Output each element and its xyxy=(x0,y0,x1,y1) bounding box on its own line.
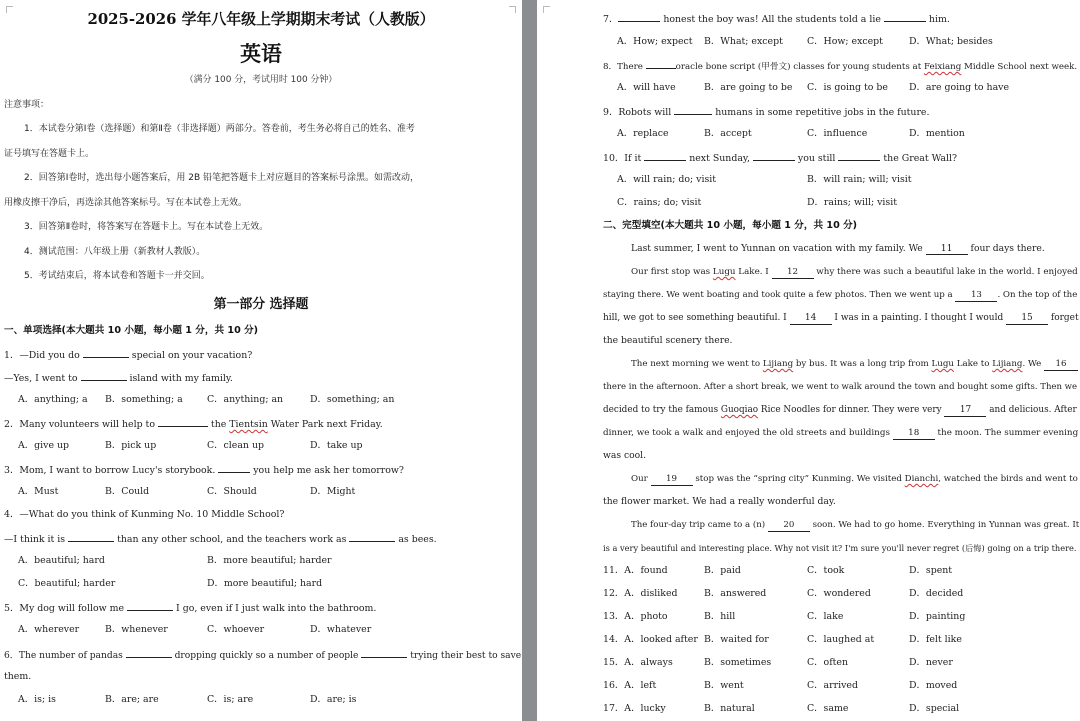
answer-blank xyxy=(126,648,172,658)
q15-option-c: C．often xyxy=(807,657,849,668)
q10-option-d: D．rains; will; visit xyxy=(807,197,897,208)
question-6-line-2: them. xyxy=(4,671,32,682)
answer-blank xyxy=(68,532,114,542)
q1-option-c: C．anything; an xyxy=(207,394,284,405)
notes-heading: 注意事项： xyxy=(4,100,50,110)
q9-option-c: C．influence xyxy=(807,128,868,139)
q16-option-a: 16．A．left xyxy=(603,680,657,691)
passage-paragraph-3-line-3: decided to try the famous Guoqiao Rice Noodles for dinner. They were very 17 and delicious. After xyxy=(603,405,1077,415)
q10-option-a: A．will rain; do; visit xyxy=(617,174,717,185)
question-5: 5．My dog will follow me I go, even if I just walk into the bathroom. xyxy=(4,603,377,614)
passage-paragraph-4-line-1: Our 19 stop was the “spring city” Kunming. We visited Dianchi, watched the birds and went to xyxy=(631,474,1078,484)
note-2-line-1: 2．回答第Ⅰ卷时，选出每小题答案后，用 2B 铅笔把答题卡上对应题目的答案标号涂黑。如需改动， xyxy=(24,173,420,183)
question-4-line-1: 4．—What do you think of Kunming No. 10 Middle School? xyxy=(4,509,285,520)
q6-option-b: B．are; are xyxy=(105,694,159,705)
note-5: 5．考试结束后，将本试卷和答题卡一并交回。 xyxy=(24,271,210,281)
q3-option-d: D．Might xyxy=(310,486,356,497)
subject-title: 英语 xyxy=(240,41,282,66)
q9-option-a: A．replace xyxy=(617,128,669,139)
q14-option-a: 14．A．looked after xyxy=(603,634,698,645)
passage-paragraph-4-line-2: the flower market. We had a really wonderful day. xyxy=(603,496,836,507)
exam-page-right xyxy=(537,0,1080,721)
q17-option-d: D．special xyxy=(909,703,960,714)
exam-title: 2025-2026 学年八年级上学期期末考试（人教版） xyxy=(87,10,435,28)
answer-blank xyxy=(158,417,208,427)
cloze-blank-17: 17 xyxy=(944,405,986,417)
q14-option-c: C．laughed at xyxy=(807,634,875,645)
answer-blank xyxy=(646,59,676,69)
q3-option-b: B．Could xyxy=(105,486,150,497)
answer-blank xyxy=(884,12,926,22)
q16-option-d: D．moved xyxy=(909,680,958,691)
passage-paragraph-5-line-1: The four-day trip came to a (n) 20 soon. We had to go home. Everything in Yunnan was great. It xyxy=(631,520,1080,530)
q15-option-d: D．never xyxy=(909,657,953,668)
q17-option-b: B．natural xyxy=(704,703,755,714)
q12-option-c: C．wondered xyxy=(807,588,871,599)
answer-blank xyxy=(349,532,395,542)
q9-option-b: B．accept xyxy=(704,128,752,139)
answer-blank xyxy=(618,12,660,22)
q7-option-a: A．How; expect xyxy=(617,36,693,47)
passage-paragraph-1: Last summer, I went to Yunnan on vacation with my family. We 11 four days there. xyxy=(631,243,1045,254)
answer-blank xyxy=(218,463,250,473)
cloze-blank-15: 15 xyxy=(1006,313,1048,325)
passage-paragraph-2-line-2: staying there. We went boating and took quite a few photos. Then we went up a 13 . On the top of the xyxy=(603,290,1078,300)
q1-option-b: B．something; a xyxy=(105,394,183,405)
question-8: 8．There oracle bone script (甲骨文) classes for young students at Feixiang Middle School next week. xyxy=(603,59,1077,73)
page-corner-mark xyxy=(543,6,550,13)
q11-option-a: 11．A．found xyxy=(603,565,668,576)
question-3: 3．Mom, I want to borrow Lucy's storybook. you help me ask her tomorrow? xyxy=(4,465,404,476)
passage-paragraph-2-line-1: Our first stop was Lugu Lake. I 12 why there was such a beautiful lake in the world. I enjoyed xyxy=(631,267,1078,277)
q16-option-c: C．arrived xyxy=(807,680,858,691)
question-7: 7． honest the boy was! All the students told a lie him. xyxy=(603,14,950,25)
q7-option-b: B．What; except xyxy=(704,36,783,47)
q16-option-b: B．went xyxy=(704,680,744,691)
question-9: 9．Robots will humans in some repetitive jobs in the future. xyxy=(603,107,930,118)
passage-paragraph-3-line-2: there in the afternoon. After a short break, we went to walk around the town and bought some gifts. Then we xyxy=(603,382,1077,392)
question-2: 2．Many volunteers will help to the Tientsin Water Park next Friday. xyxy=(4,419,383,430)
section-one-heading: 一、单项选择(本大题共 10 小题，每小题 1 分，共 10 分) xyxy=(4,325,259,336)
q4-option-b: B．more beautiful; harder xyxy=(207,555,332,566)
q3-option-a: A．Must xyxy=(18,486,59,497)
q4-option-a: A．beautiful; hard xyxy=(18,555,105,566)
cloze-blank-20: 20 xyxy=(768,520,810,532)
note-3: 3．回答第Ⅱ卷时，将答案写在答题卡上。写在本试卷上无效。 xyxy=(24,222,269,232)
cloze-blank-14: 14 xyxy=(790,313,832,325)
q6-option-c: C．is; are xyxy=(207,694,254,705)
q10-option-c: C．rains; do; visit xyxy=(617,197,702,208)
note-1-line-1: 1．本试卷分第Ⅰ卷（选择题）和第Ⅱ卷（非选择题）两部分。答卷前，考生务必将自己的姓名、准考 xyxy=(24,124,415,134)
q2-option-c: C．clean up xyxy=(207,440,264,451)
note-2-line-2: 用橡皮擦干净后，再选涂其他答案标号。写在本试卷上无效。 xyxy=(4,198,248,208)
q2-option-b: B．pick up xyxy=(105,440,157,451)
q8-option-c: C．is going to be xyxy=(807,82,888,93)
score-note: （满分 100 分，考试用时 100 分钟） xyxy=(184,75,338,85)
q13-option-a: 13．A．photo xyxy=(603,611,668,622)
q7-option-d: D．What; besides xyxy=(909,36,993,47)
q13-option-b: B．hill xyxy=(704,611,736,622)
question-4-line-2: —I think it is than any other school, and the teachers work as as bees. xyxy=(4,534,437,545)
q5-option-b: B．whenever xyxy=(105,624,168,635)
q5-option-d: D．whatever xyxy=(310,624,372,635)
q1-option-a: A．anything; a xyxy=(18,394,88,405)
note-4: 4．测试范围：八年级上册（新教材人教版）。 xyxy=(24,247,206,257)
exam-page-left xyxy=(0,0,522,721)
q4-option-d: D．more beautiful; hard xyxy=(207,578,323,589)
q10-option-b: B．will rain; will; visit xyxy=(807,174,912,185)
answer-blank xyxy=(838,151,880,161)
q7-option-c: C．How; except xyxy=(807,36,883,47)
q13-option-c: C．lake xyxy=(807,611,844,622)
q6-option-a: A．is; is xyxy=(18,694,56,705)
q12-option-a: 12．A．disliked xyxy=(603,588,678,599)
cloze-blank-16: 16 xyxy=(1044,359,1078,371)
q2-option-d: D．take up xyxy=(310,440,363,451)
q11-option-d: D．spent xyxy=(909,565,953,576)
q3-option-c: C．Should xyxy=(207,486,257,497)
cloze-blank-19: 19 xyxy=(651,474,693,486)
q9-option-d: D．mention xyxy=(909,128,965,139)
passage-paragraph-5-line-2: is a very beautiful and interesting place. Why not visit it? I'm sure you'll never regret (后悔) going on a trip there. xyxy=(603,543,1077,553)
q11-option-c: C．took xyxy=(807,565,845,576)
cloze-blank-12: 12 xyxy=(772,267,814,279)
question-6-line-1: 6．The number of pandas dropping quickly so a number of people trying their best to save xyxy=(4,648,521,662)
q17-option-c: C．same xyxy=(807,703,849,714)
q14-option-b: B．waited for xyxy=(704,634,769,645)
note-1-line-2: 证号填写在答题卡上。 xyxy=(4,149,95,159)
section-two-heading: 二、完型填空(本大题共 10 小题，每小题 1 分，共 10 分) xyxy=(603,220,858,231)
answer-blank xyxy=(361,648,407,658)
part-one-heading: 第一部分 选择题 xyxy=(213,297,309,312)
q11-option-b: B．paid xyxy=(704,565,741,576)
q13-option-d: D．painting xyxy=(909,611,966,622)
cloze-blank-18: 18 xyxy=(893,428,935,440)
q12-option-d: D．decided xyxy=(909,588,964,599)
q8-option-d: D．are going to have xyxy=(909,82,1010,93)
q4-option-c: C．beautiful; harder xyxy=(18,578,116,589)
q12-option-b: B．answered xyxy=(704,588,767,599)
q5-option-c: C．whoever xyxy=(207,624,265,635)
q8-option-a: A．will have xyxy=(617,82,676,93)
passage-paragraph-3-line-4: dinner, we took a walk and enjoyed the old streets and buildings 18 the moon. The summer evening xyxy=(603,428,1079,438)
answer-blank xyxy=(81,371,127,381)
q14-option-d: D．felt like xyxy=(909,634,962,645)
answer-blank xyxy=(644,151,686,161)
q15-option-b: B．sometimes xyxy=(704,657,772,668)
passage-paragraph-2-line-4: the beautiful scenery there. xyxy=(603,335,733,346)
answer-blank xyxy=(753,151,795,161)
answer-blank xyxy=(674,105,712,115)
question-1-line-1: 1．—Did you do special on your vacation? xyxy=(4,350,253,361)
question-1-line-2: —Yes, I went to island with my family. xyxy=(4,373,233,384)
q8-option-b: B．are going to be xyxy=(704,82,793,93)
passage-paragraph-2-line-3: hill, we got to see something beautiful. I 14 I was in a painting. I thought I would 15 forget xyxy=(603,313,1079,323)
answer-blank xyxy=(127,601,173,611)
answer-blank xyxy=(83,348,129,358)
q6-option-d: D．are; is xyxy=(310,694,357,705)
passage-paragraph-3-line-5: was cool. xyxy=(603,450,647,461)
q2-option-a: A．give up xyxy=(18,440,70,451)
cloze-blank-13: 13 xyxy=(955,290,997,302)
passage-paragraph-3-line-1: The next morning we went to Lijiang by bus. It was a long trip from Lugu Lake to Lijiang. We 16 xyxy=(631,358,1078,371)
question-10: 10．If it next Sunday, you still the Great Wall? xyxy=(603,153,958,164)
cloze-blank-11: 11 xyxy=(926,243,968,255)
q5-option-a: A．wherever xyxy=(18,624,80,635)
q1-option-d: D．something; an xyxy=(310,394,395,405)
q15-option-a: 15．A．always xyxy=(603,657,673,668)
q17-option-a: 17．A．lucky xyxy=(603,703,666,714)
